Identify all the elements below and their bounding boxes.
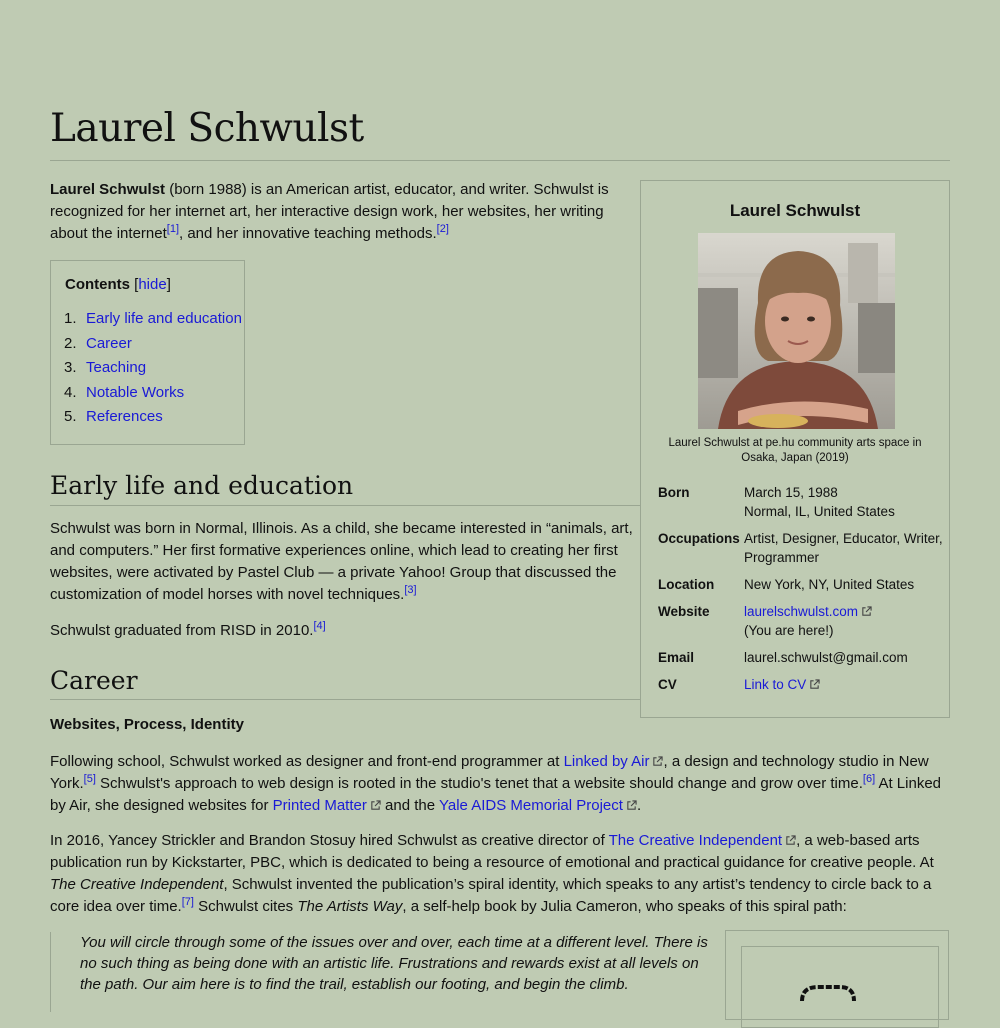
toc-list bbox=[64, 310, 242, 433]
career-text: , a self-help book by Julia Cameron, who speaks of this spiral path: bbox=[402, 898, 847, 915]
career-subheading bbox=[50, 714, 244, 736]
born-label: Born bbox=[658, 485, 690, 500]
career-paragraph-1 bbox=[50, 751, 950, 817]
infobox-title: Laurel Schwulst bbox=[729, 201, 861, 220]
early-life-paragraph-2 bbox=[50, 620, 635, 642]
toc-bracket-close: ] bbox=[166, 276, 171, 293]
link-printed-matter[interactable] bbox=[273, 797, 381, 814]
section-divider bbox=[50, 505, 640, 506]
toc-item bbox=[64, 408, 242, 433]
toc-item-number: 1. bbox=[64, 310, 77, 327]
career-text: Schwulst cites bbox=[193, 898, 298, 915]
career-text: , a web-based arts publication run by Kickstarter, PBC, which is dedicated to being a resource of emotional and practical guidance for creative people. At bbox=[50, 832, 934, 871]
section-heading-early-life: Early life and education bbox=[50, 471, 354, 500]
toc-heading: Contents bbox=[65, 276, 130, 293]
title-divider bbox=[50, 160, 950, 161]
born-value bbox=[744, 483, 944, 521]
ref-link-4[interactable]: [4] bbox=[313, 620, 326, 632]
spiral-image bbox=[742, 947, 938, 1027]
link-yale-aids-memorial-label: Yale AIDS Memorial Project bbox=[438, 797, 623, 814]
link-creative-independent-label: The Creative Independent bbox=[608, 832, 783, 849]
website-link-label: laurelschwulst.com bbox=[744, 604, 859, 619]
career-italic-text: The Artists Way bbox=[297, 898, 403, 915]
born-place: Normal, IL, United States bbox=[744, 504, 895, 519]
ref-link-3[interactable]: [3] bbox=[404, 584, 417, 596]
cv-link[interactable] bbox=[744, 677, 820, 692]
external-link-icon bbox=[652, 756, 663, 767]
infobox bbox=[640, 180, 950, 718]
career-text: , a design and technology studio in New York. bbox=[50, 753, 929, 792]
ref-link-2[interactable]: [2] bbox=[436, 223, 449, 235]
location-label: Location bbox=[658, 577, 715, 592]
ref-link-5[interactable]: [5] bbox=[83, 773, 96, 785]
toc-item-number: 4. bbox=[64, 383, 77, 401]
link-linked-by-air-label: Linked by Air bbox=[563, 753, 650, 770]
quote-text: You will circle through some of the issues over and over, each time at a different level. There is no such thing as being done with an artistic life. Frustrations and rewards exist at all levels on the path. Our aim here is to find the trail, establish our footing, and begin the climb. bbox=[80, 934, 708, 993]
career-italic-text: The Creative Independent bbox=[50, 876, 224, 893]
intro-text-1: (born 1988) is an American artist, educator, and writer. Schwulst is recognized for her internet art, her interactive design work, her websites, her writing about the internet bbox=[50, 181, 609, 242]
cv-label: CV bbox=[658, 677, 677, 692]
born-date: March 15, 1988 bbox=[744, 485, 838, 500]
link-creative-independent[interactable] bbox=[609, 832, 796, 849]
section-heading-career: Career bbox=[50, 666, 138, 695]
toc-item bbox=[64, 335, 242, 360]
spiral-figure-box bbox=[725, 930, 949, 1020]
email-value: laurel.schwulst@gmail.com bbox=[744, 650, 908, 665]
ref-link-6[interactable]: [6] bbox=[862, 773, 876, 785]
career-text: Following school, Schwulst worked as designer and front-end programmer at bbox=[50, 753, 564, 770]
career-text: and the bbox=[380, 797, 439, 814]
cv-value bbox=[744, 675, 944, 694]
external-link-icon bbox=[809, 679, 820, 690]
early-life-paragraph-1 bbox=[50, 518, 635, 606]
toc-hide-link[interactable]: hide bbox=[138, 276, 167, 293]
photo-caption: Laurel Schwulst at pe.hu community arts space in Osaka, Japan (2019) bbox=[668, 437, 922, 464]
career-subheading-text: Websites, Process, Identity bbox=[50, 716, 244, 733]
email-label: Email bbox=[658, 650, 695, 665]
link-printed-matter-label: Printed Matter bbox=[272, 797, 367, 814]
occupations-value: Artist, Designer, Educator, Writer, Programmer bbox=[744, 531, 943, 565]
career-text: , Schwulst invented the publication’s spiral identity, which speaks to any artist’s tendency to circle back to a core idea over time. bbox=[50, 876, 932, 915]
table-of-contents bbox=[50, 260, 245, 445]
external-link-icon bbox=[626, 800, 637, 811]
ref-link-1[interactable]: [1] bbox=[166, 223, 179, 235]
career-text: Schwulst's approach to web design is rooted in the studio's tenet that a website should change and grow over time. bbox=[95, 775, 863, 792]
early-life-text-1: Schwulst was born in Normal, Illinois. As a child, she became interested in “animals, art, and computers.” Her first formative experiences online, which lead to creating her first websites, were activated by Pastel Club — a private Yahoo! Group that discussed the customization of model horses with novel techniques. bbox=[50, 520, 633, 603]
website-label: Website bbox=[658, 604, 710, 619]
intro-name: Laurel Schwulst bbox=[50, 181, 166, 198]
external-link-icon bbox=[370, 800, 381, 811]
early-life-text-2: Schwulst graduated from RISD in 2010. bbox=[50, 622, 314, 639]
external-link-icon bbox=[785, 835, 796, 846]
career-text: At Linked by Air, she designed websites for bbox=[50, 775, 942, 814]
toc-link-notable-works[interactable]: Notable Works bbox=[86, 383, 185, 401]
toc-link-references[interactable]: References bbox=[86, 408, 163, 426]
toc-item-number: 2. bbox=[64, 334, 77, 352]
toc-item-number: 3. bbox=[64, 359, 77, 377]
toc-link-career[interactable]: Career bbox=[86, 334, 132, 352]
block-quote bbox=[50, 932, 721, 1012]
toc-item bbox=[64, 310, 242, 335]
toc-item bbox=[64, 384, 242, 409]
intro-text-2: , and her innovative teaching methods. bbox=[179, 225, 437, 242]
location-value: New York, NY, United States bbox=[744, 577, 915, 592]
toc-item bbox=[64, 359, 242, 384]
link-yale-aids-memorial[interactable] bbox=[439, 797, 637, 814]
section-divider bbox=[50, 699, 640, 700]
toc-header bbox=[65, 276, 171, 293]
ref-link-7[interactable]: [7] bbox=[181, 896, 194, 908]
page-title: Laurel Schwulst bbox=[50, 106, 364, 151]
website-value bbox=[744, 602, 944, 640]
career-text: . bbox=[636, 797, 642, 814]
occupations-label: Occupations bbox=[658, 531, 740, 546]
portrait-photo bbox=[698, 233, 895, 429]
website-note: (You are here!) bbox=[744, 623, 834, 638]
career-paragraph-2 bbox=[50, 830, 950, 918]
external-link-icon bbox=[861, 606, 872, 617]
spiral-figure-frame bbox=[741, 946, 939, 1028]
intro-paragraph bbox=[50, 179, 630, 245]
website-link[interactable] bbox=[744, 604, 872, 619]
link-linked-by-air[interactable] bbox=[564, 753, 664, 770]
cv-link-label: Link to CV bbox=[744, 677, 807, 692]
toc-bracket-open: [ bbox=[130, 276, 139, 293]
career-text: In 2016, Yancey Strickler and Brandon Stosuy hired Schwulst as creative director of bbox=[50, 832, 609, 849]
toc-link-early-life[interactable]: Early life and education bbox=[86, 310, 242, 327]
toc-item-number: 5. bbox=[64, 408, 77, 426]
toc-link-teaching[interactable]: Teaching bbox=[86, 359, 147, 377]
